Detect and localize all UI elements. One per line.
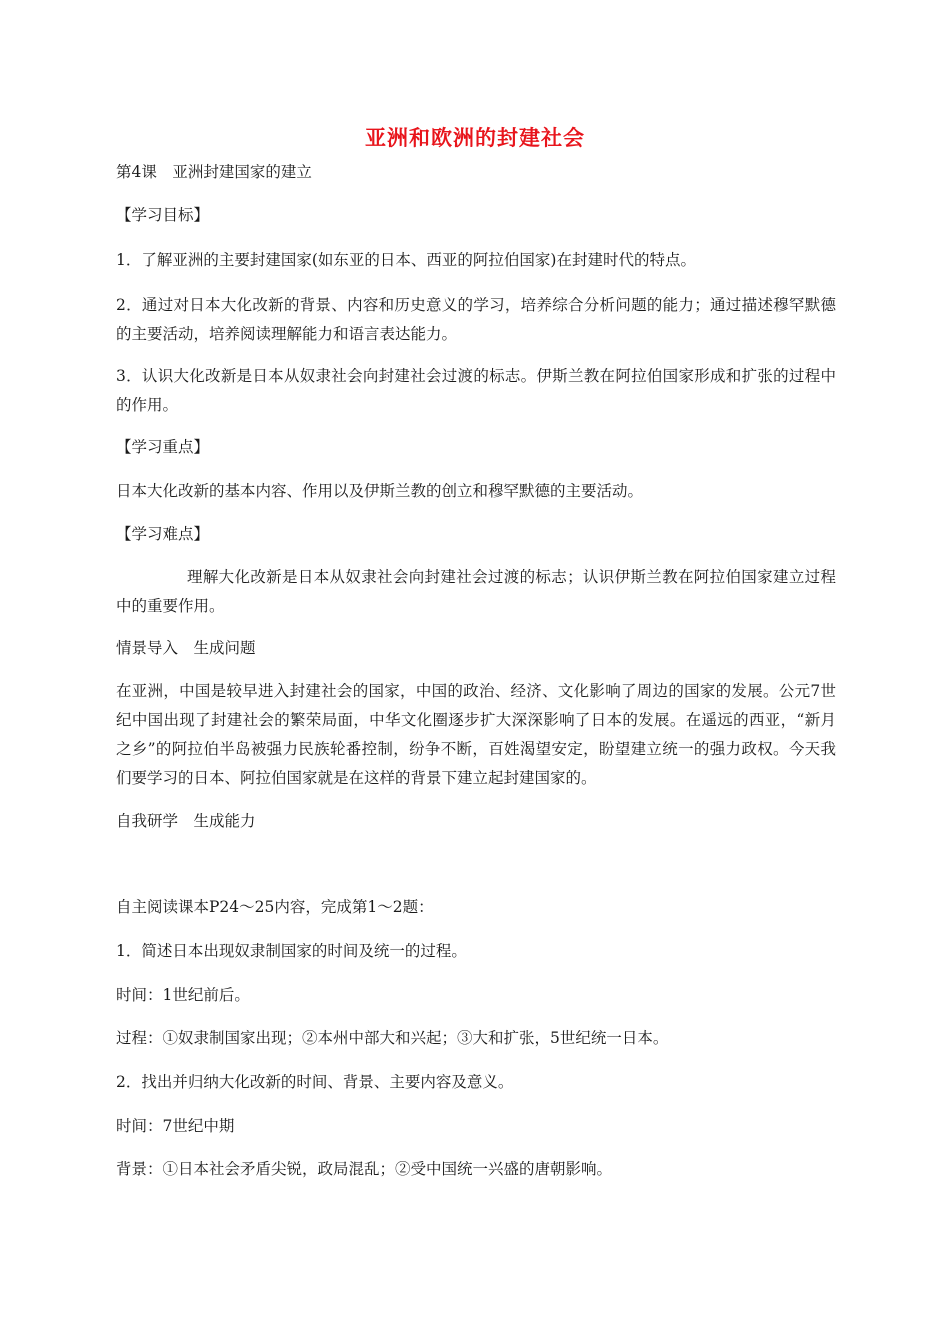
intro-heading: 情景导入 生成问题 [116, 639, 256, 657]
intro-text: 在亚洲，中国是较早进入封建社会的国家，中国的政治、经济、文化影响了周边的国家的发展。公元7世纪中国出现了封建社会的繁荣局面，中华文化圈逐步扩大深深影响了日本的发展。在遥远的西亚，“新月之乡”的阿拉伯半岛被强力民族轮番控制，纷争不断，百姓渴望安定，盼望建立统一的强力政权。今天我们要学习的日本、阿拉伯国家就是在这样的背景下建立起封建国家的。 [116, 682, 836, 787]
question-2: 2．找出并归纳大化改新的时间、背景、主要内容及意义。 [116, 1073, 514, 1091]
objectives-heading: 【学习目标】 [116, 206, 210, 224]
key-points-heading: 【学习重点】 [116, 438, 210, 456]
difficulties-text: 理解大化改新是日本从奴隶社会向封建社会过渡的标志；认识伊斯兰教在阿拉伯国家建立过程中的重要作用。 [116, 568, 836, 615]
objective-item-1: 1．了解亚洲的主要封建国家(如东亚的日本、西亚的阿拉伯国家)在封建时代的特点。 [116, 251, 696, 269]
difficulties-heading: 【学习难点】 [116, 525, 210, 543]
question-1-time: 时间：1世纪前后。 [116, 986, 250, 1004]
question-2-time: 时间：7世纪中期 [116, 1117, 235, 1135]
document-title: 亚洲和欧洲的封建社会 [365, 126, 585, 150]
question-1-process: 过程：①奴隶制国家出现；②本州中部大和兴起；③大和扩张，5世纪统一日本。 [116, 1029, 669, 1047]
self-study-heading: 自我研学 生成能力 [116, 812, 256, 830]
key-points-text: 日本大化改新的基本内容、作用以及伊斯兰教的创立和穆罕默德的主要活动。 [116, 482, 644, 500]
question-1: 1．简述日本出现奴隶制国家的时间及统一的过程。 [116, 942, 467, 960]
self-study-instruction: 自主阅读课本P24～25内容，完成第1～2题： [116, 898, 434, 916]
objective-item-2: 2．通过对日本大化改新的背景、内容和历史意义的学习，培养综合分析问题的能力；通过描述穆罕默德的主要活动，培养阅读理解能力和语言表达能力。 [116, 296, 836, 343]
objective-item-3: 3．认识大化改新是日本从奴隶社会向封建社会过渡的标志。伊斯兰教在阿拉伯国家形成和扩张的过程中的作用。 [116, 367, 836, 414]
lesson-heading: 第4课 亚洲封建国家的建立 [116, 163, 312, 181]
question-2-background: 背景：①日本社会矛盾尖锐，政局混乱；②受中国统一兴盛的唐朝影响。 [116, 1160, 613, 1178]
